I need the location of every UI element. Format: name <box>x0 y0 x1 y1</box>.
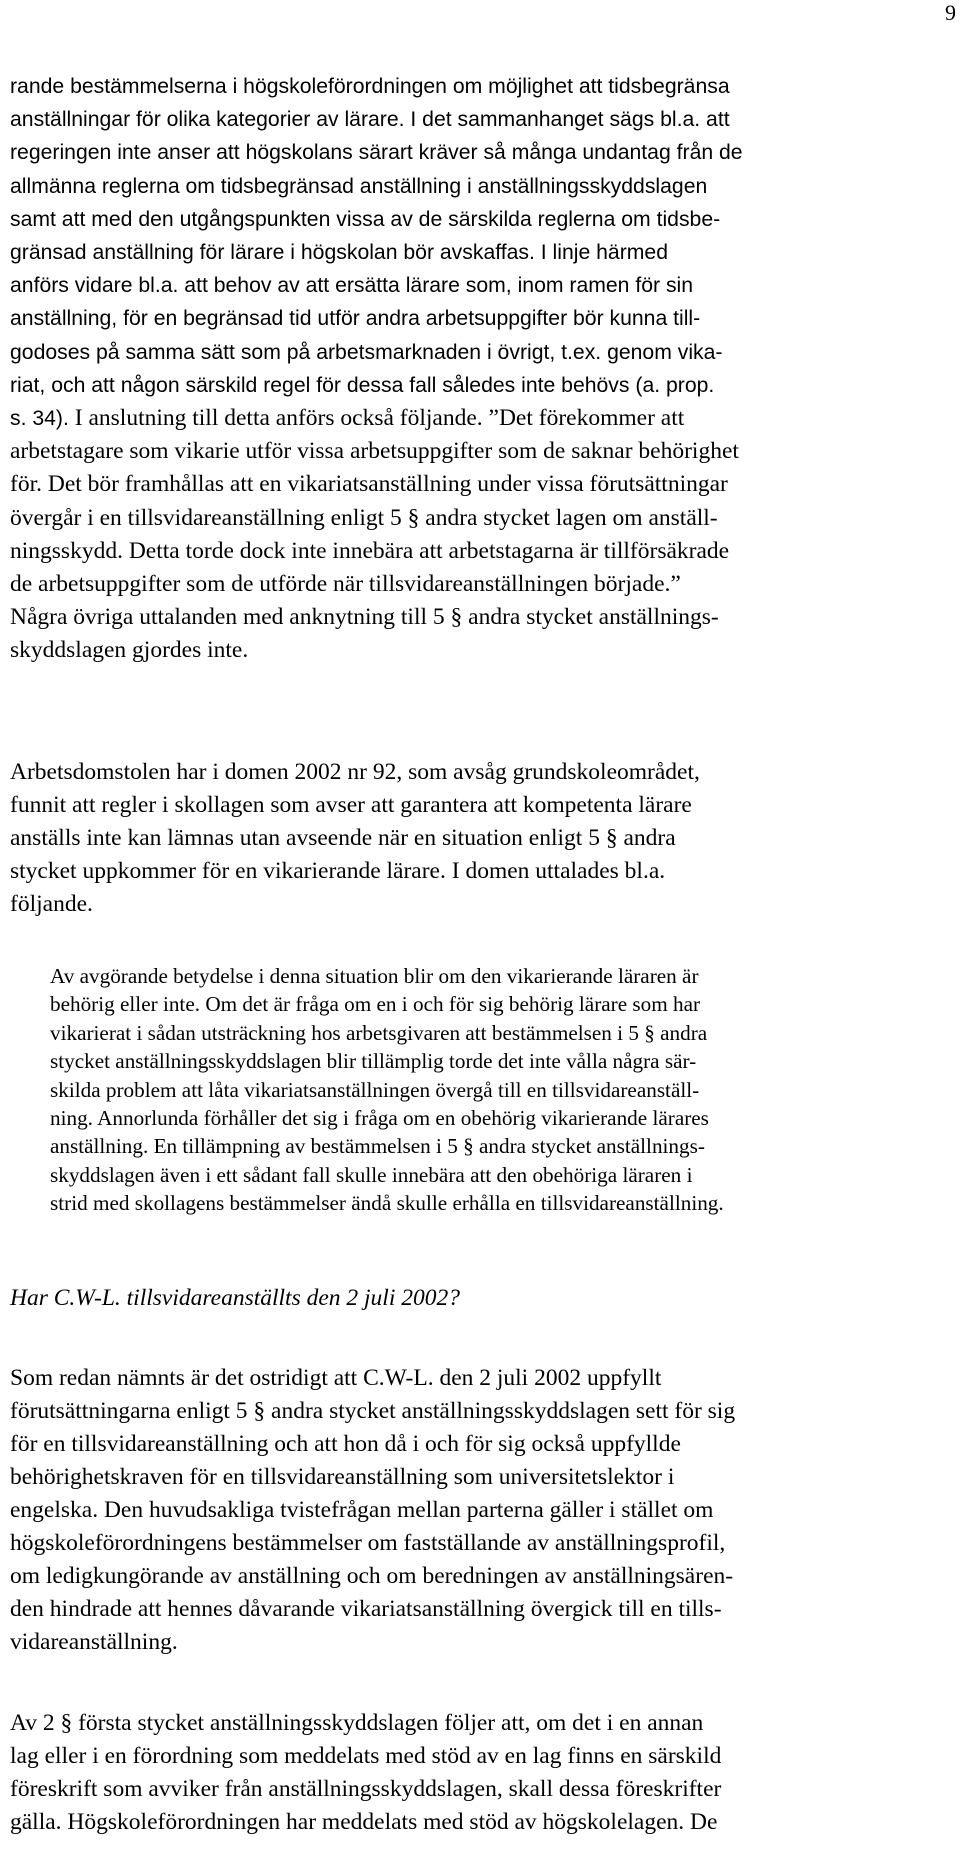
paragraph-prop-background <box>10 70 743 668</box>
quote-line: vikarierat i sådan utsträckning hos arbetsgivaren att bestämmelsen i 5 § andra <box>50 1020 708 1045</box>
text-line: ningsskydd. Detta torde dock inte innebära att arbetstagarna är tillförsäkrade <box>10 537 730 564</box>
text-line: den hindrade att hennes dåvarande vikariatsanställning övergick till en tills- <box>10 1596 722 1622</box>
text-line: anställningar för olika kategorier av lärare. I det sammanhanget sägs bl.a. att <box>10 108 730 132</box>
text-line: vidareanställning. <box>10 1629 178 1655</box>
text-line: stycket uppkommer för en vikarierande lärare. I domen uttalades bl.a. <box>10 858 666 884</box>
section-heading: Har C.W-L. tillsvidareanställts den 2 juli 2002? <box>10 1285 460 1311</box>
text-line: funnit att regler i skollagen som avser att garantera att kompetenta lärare <box>10 792 692 818</box>
text-line: gränsad anställning för lärare i högskolan bör avskaffas. I linje härmed <box>10 241 668 265</box>
text-line: Några övriga uttalanden med anknytning till 5 § andra stycket anställnings- <box>10 604 719 631</box>
text-line: om ledigkungörande av anställning och om beredningen av anställningsären- <box>10 1563 734 1589</box>
text-line: Som redan nämnts är det ostridigt att C.W-L. den 2 juli 2002 uppfyllt <box>10 1365 662 1391</box>
text-line: högskoleförordningens bestämmelser om fastställande av anställningsprofil, <box>10 1530 726 1556</box>
text-line: anställs inte kan lämnas utan avseende när en situation enligt 5 § andra <box>10 825 676 851</box>
quote-line: Av avgörande betydelse i denna situation blir om den vikarierande läraren är <box>50 964 699 988</box>
quote-line: strid med skollagens bestämmelser ändå skulle erhålla en tillsvidareanställning. <box>50 1191 724 1216</box>
paragraph-facts <box>10 1362 735 1659</box>
quote-line: skyddslagen även i ett sådant fall skulle innebära att den obehöriga läraren i <box>50 1162 693 1187</box>
text-line: lag eller i en förordning som meddelats med stöd av en lag finns en särskild <box>10 1743 722 1769</box>
paragraph-court-ruling <box>10 756 700 921</box>
text-line: anställning, för en begränsad tid utför andra arbetsuppgifter bör kunna till- <box>10 307 701 331</box>
quote-line: behörig eller inte. Om det är fråga om en i och för sig behörig lärare som har <box>50 992 701 1017</box>
page-number: 9 <box>945 0 956 25</box>
text-line: godoses på samma sätt som på arbetsmarknaden i övrigt, t.ex. genom vika- <box>10 340 723 364</box>
text-fragment: I anslutning till detta anförs också följande. ”Det förekommer att <box>74 405 685 432</box>
quote-line: anställning. En tillämpning av bestämmelsen i 5 § andra stycket anställnings- <box>50 1134 705 1159</box>
paragraph-legal-basis <box>10 1707 721 1839</box>
text-line: arbetstagare som vikarie utför vissa arbetsuppgifter som de saknar behörighet <box>10 438 739 465</box>
text-line: riat, och att någon särskild regel för dessa fall således inte behövs (a. prop. <box>10 373 715 397</box>
quote-line: stycket anställningsskyddslagen blir tillämplig torde det inte vålla några sär- <box>50 1049 697 1074</box>
text-line: för. Det bör framhållas att en vikariatsanställning under vissa förutsättningar <box>10 471 728 498</box>
text-line: Arbetsdomstolen har i domen 2002 nr 92, som avsåg grundskoleområdet, <box>10 759 700 785</box>
quote-line: ning. Annorlunda förhåller det sig i fråga om en obehörig vikarierande lärares <box>50 1106 709 1131</box>
text-line: för en tillsvidareanställning och att hon då i och för sig också uppfyllde <box>10 1431 681 1457</box>
text-line: övergår i en tillsvidareanställning enligt 5 § andra stycket lagen om anställ- <box>10 504 718 531</box>
text-line-mixed <box>10 402 743 435</box>
quote-line: skilda problem att låta vikariatsanställningen övergå till en tillsvidareanställ- <box>50 1077 700 1102</box>
text-line: behörighetskraven för en tillsvidareanställning som universitetslektor i <box>10 1464 675 1490</box>
text-line: skyddslagen gjordes inte. <box>10 637 249 664</box>
text-line: gälla. Högskoleförordningen har meddelats med stöd av högskolelagen. De <box>10 1809 718 1835</box>
text-line: engelska. Den huvudsakliga tvistefrågan mellan parterna gäller i stället om <box>10 1497 714 1523</box>
text-line: de arbetsuppgifter som de utförde när tillsvidareanställningen började.” <box>10 571 681 598</box>
text-line: följande. <box>10 891 93 917</box>
text-line: Av 2 § första stycket anställningsskyddslagen följer att, om det i en annan <box>10 1710 704 1736</box>
block-quote <box>50 962 724 1218</box>
text-line: föreskrift som avviker från anställningsskyddslagen, skall dessa föreskrifter <box>10 1776 722 1802</box>
text-line: allmänna reglerna om tidsbegränsad anställning i anställningsskyddslagen <box>10 174 708 198</box>
text-line: rande bestämmelserna i högskoleförordningen om möjlighet att tidsbegränsa <box>10 75 730 98</box>
text-line: anförs vidare bl.a. att behov av att ersätta lärare som, inom ramen för sin <box>10 274 694 298</box>
text-line: förutsättningarna enligt 5 § andra stycket anställningsskyddslagen sett för sig <box>10 1398 736 1424</box>
text-fragment: s. 34). <box>10 407 75 431</box>
text-line: regeringen inte anser att högskolans särart kräver så många undantag från de <box>10 141 743 165</box>
text-line: samt att med den utgångspunkten vissa av de särskilda reglerna om tidsbe- <box>10 207 721 231</box>
